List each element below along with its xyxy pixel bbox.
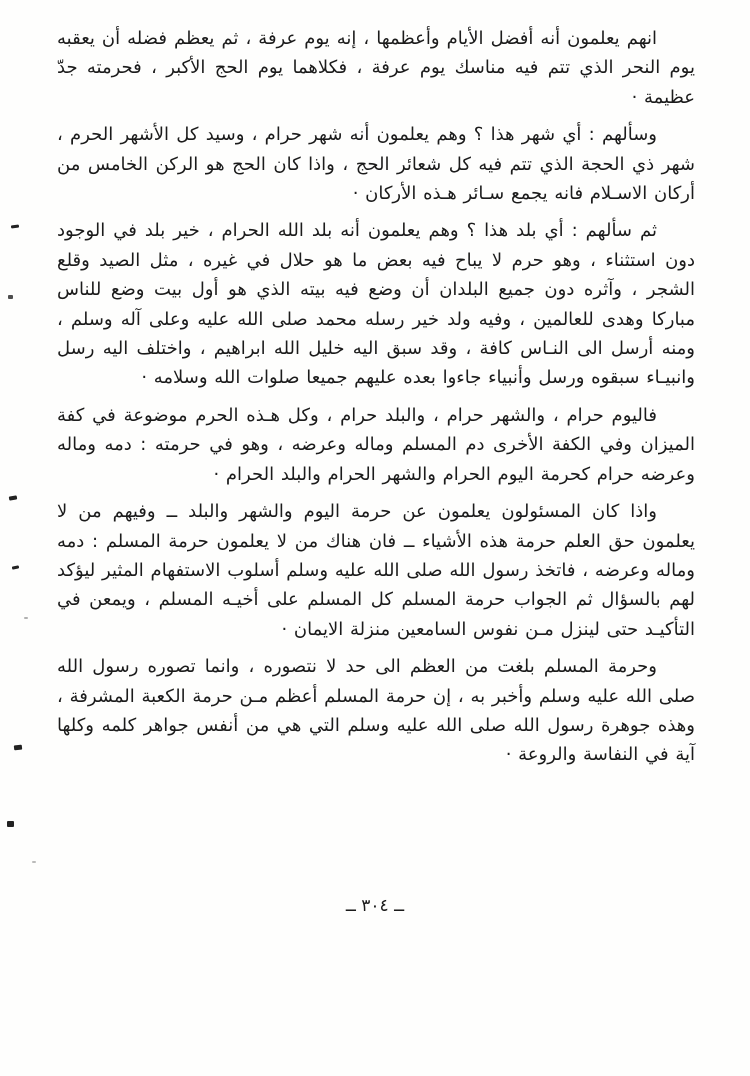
paragraph-2: وسألهم : أي شهر هذا ؟ وهم يعلمون أنه شهر حرام ، وسيد كل الأشهر الحرم ، شهر ذي الحجة الذي تتم فيه كل شعائر الحج ، واذا كان الحج هو الركن الخامس من أركان الاسـلام فانه يجمع سـائر هـذه الأركان ·: [57, 124, 695, 205]
paragraph-1: انهم يعلمون أنه أفضل الأيام وأعظمها ، إنه يوم عرفة ، ثم يعظم فضله أن يعقبه يوم النحر الذي تتم فيه مناسك يوم عرفة ، فكلاهما يوم الحج الأكبر ، فحرمته جدّ عظيمة ·: [57, 28, 695, 108]
paragraph-5: واذا كان المسئولون يعلمون عن حرمة اليوم والشهر والبلد ــ وفيهم من لا يعلمون حق العلم حرمة هذه الأشياء ــ فان هناك من لا يعلمون حرمة المسلم : دمه وماله وعرضه ، فاتخذ رسول الله صلى الله عليه وسلم أسلوب الاستفهام المثير ليؤكد لهم بالسؤال ثم الجواب حرمة المسلم كل المسلم على أخيـه المسلم ، ويمعن في التأكيـد حتى لينزل مـن نفوس السامعين منزلة الايمان ·: [57, 501, 695, 640]
paragraph-3: ثم سألهم : أي بلد هذا ؟ وهم يعلمون أنه بلد الله الحرام ، خير بلد في الوجود دون استثناء ، وهو حرم لا يباح فيه بعض ما هو حلال في غيره ، مثل الصيد وقلع الشجر ، وآثره دون جميع البلدان أن وضع فيه بيته الذي هو أول بيت وضع للناس مباركا وهدى للعالمين ، وفيه ولد خير رسله محمد صلى الله عليه وعلى آله وسلم ، ومنه أرسل الى النـاس كافة ، وقد سبق اليه خليل الله ابراهيم ، واختلف اليه رسل وانبيـاء سبقوه ورسل وأنبياء جاءوا بعده عليهم جميعا صلوات الله وسلامه ·: [57, 220, 695, 389]
ink-speck: [32, 861, 36, 863]
ink-speck: [8, 295, 13, 299]
ink-speck: [9, 495, 18, 500]
ink-speck: [11, 224, 19, 228]
paragraph-4: فاليوم حرام ، والشهر حرام ، والبلد حرام ، وكل هـذه الحرم موضوعة في كفة الميزان وفي الكفة الأخرى دم المسلم وماله وعرضه ، وهو في حرمته : دمه وماله وعرضه حرام كحرمة اليوم الحرام والشهر الحرام والبلد الحرام ·: [57, 404, 695, 485]
ink-speck: [14, 745, 22, 751]
ink-speck: [24, 617, 28, 619]
page-number: ــ ٣٠٤ ــ: [345, 896, 405, 916]
ink-speck: [12, 565, 19, 569]
ink-speck: [7, 821, 14, 827]
body-text: [57, 24, 695, 778]
paragraph-6: وحرمة المسلم بلغت من العظم الى حد لا نتصوره ، وانما تصوره رسول الله صلى الله عليه وسلم وأخبر به ، إن حرمة المسلم أعظم مـن حرمة الكعبة المشرفة ، وهذه جوهرة رسول الله صلى الله عليه وسلم التي هي من أنفس جواهر كلمه وكلها آية في النفاسة والروعة ·: [57, 656, 695, 766]
